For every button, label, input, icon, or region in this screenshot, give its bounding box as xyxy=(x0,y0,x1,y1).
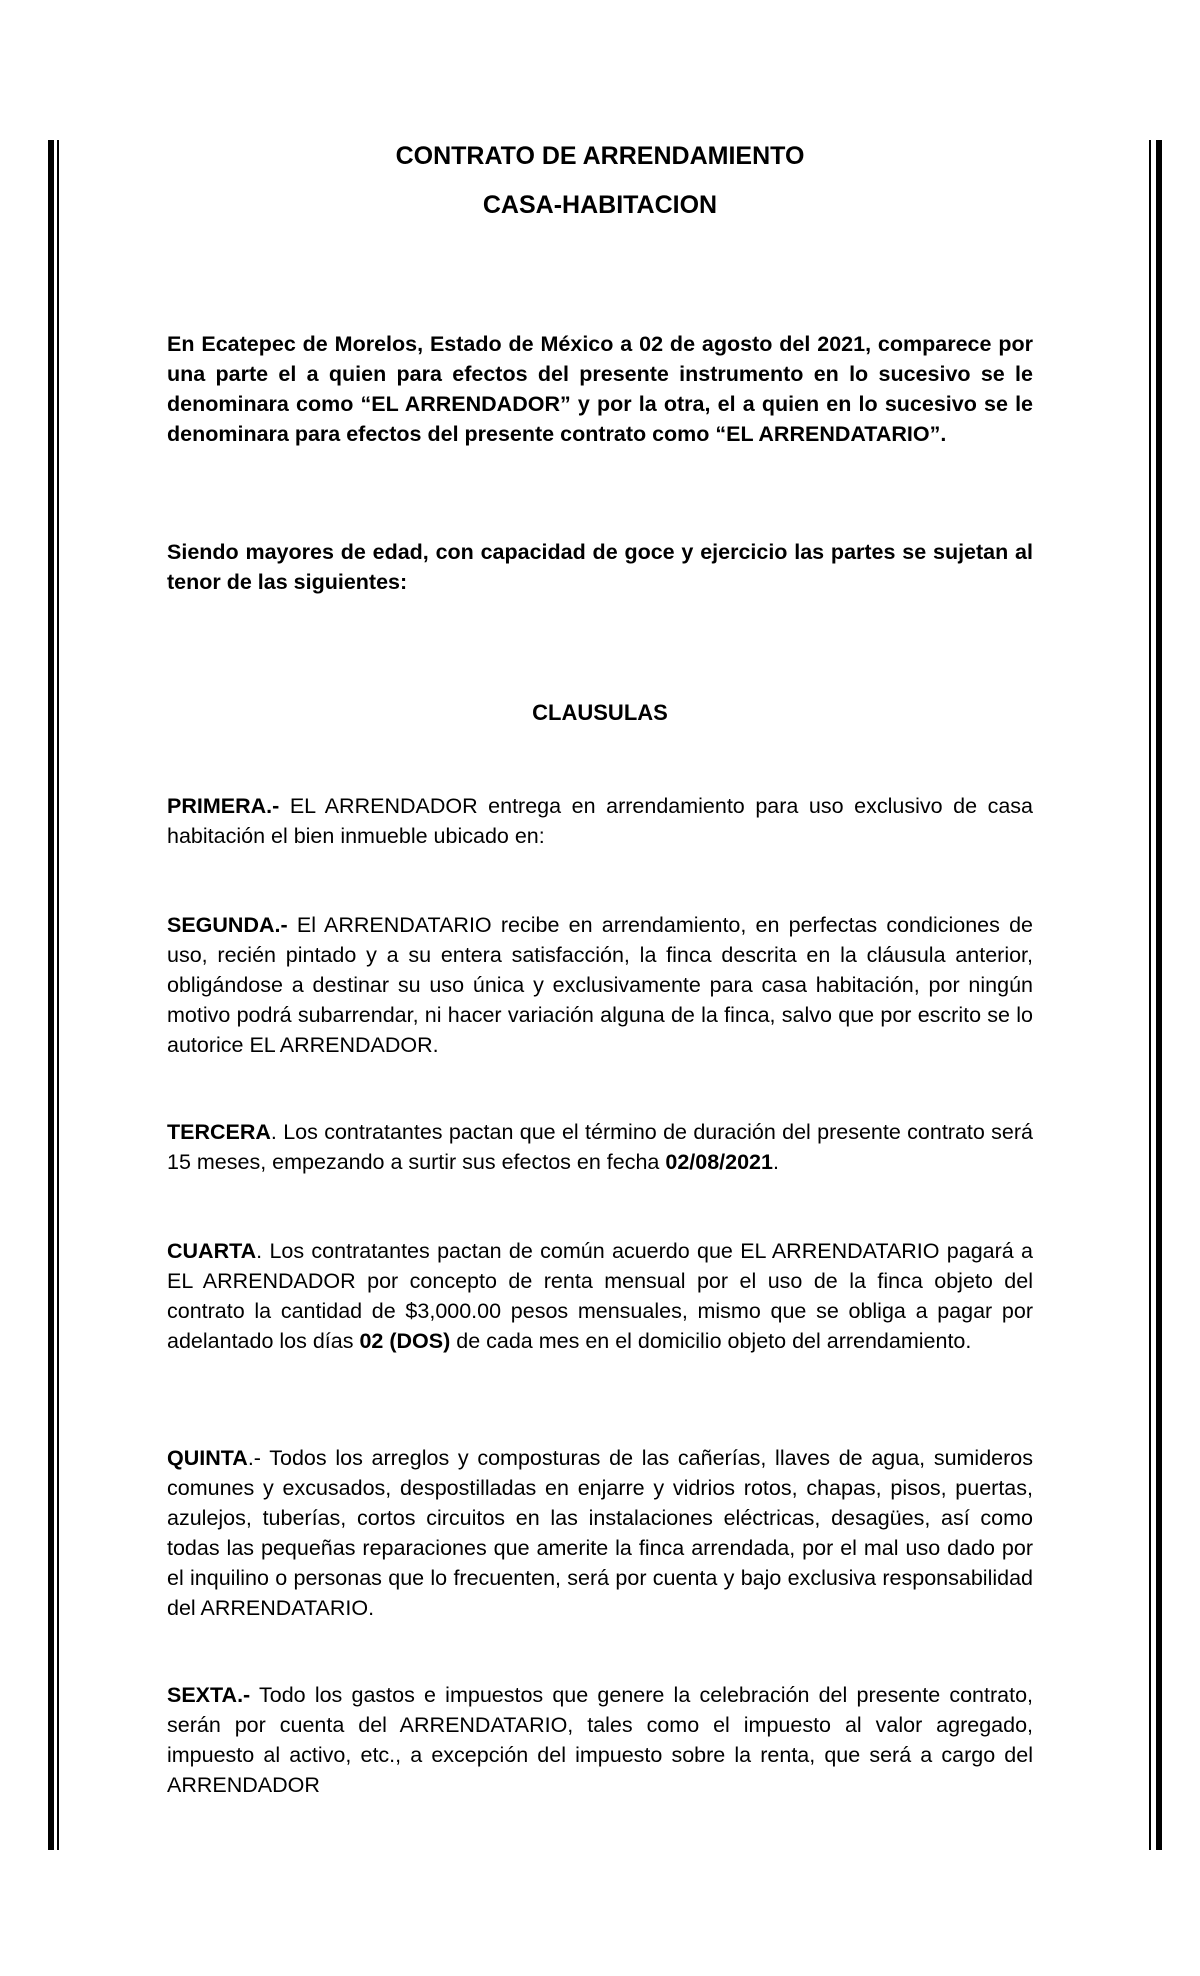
clause-text: EL ARRENDADOR entrega en arrendamiento para uso exclusivo de casa habitación el bien inmueble ubicado en: xyxy=(167,794,1033,848)
clause-date: 02/08/2021 xyxy=(665,1150,773,1174)
left-border-thick-line xyxy=(48,140,54,1850)
left-border-thin-line xyxy=(57,140,59,1850)
clause-text: . Los contratantes pactan que el término de duración del presente contrato será 15 meses, empezando a surtir sus efectos en fecha xyxy=(167,1120,1033,1174)
clause-tercera xyxy=(167,1117,1033,1177)
clause-label: PRIMERA.- xyxy=(167,794,280,818)
intro-paragraph-2: Siendo mayores de edad, con capacidad de goce y ejercicio las partes se sujetan al tenor de las siguientes: xyxy=(167,540,1033,594)
right-border-thick-line xyxy=(1156,140,1162,1850)
clause-segunda xyxy=(167,910,1033,1060)
clause-label: QUINTA xyxy=(167,1446,248,1470)
clause-payment-day: 02 (DOS) xyxy=(359,1329,451,1353)
clause-cuarta xyxy=(167,1236,1033,1356)
clause-label: SEXTA.- xyxy=(167,1683,251,1707)
document-title: CONTRATO DE ARRENDAMIENTO xyxy=(395,142,805,170)
clause-text: . Los contratantes pactan de común acuerdo que EL ARRENDATARIO pagará a EL ARRENDADOR por concepto de renta mensual por el uso de la finca objeto del contrato la cantidad de $3,000.00 pesos mensuales, mismo que se obliga a pagar por adelantado los días xyxy=(167,1239,1033,1353)
clause-quinta xyxy=(167,1443,1033,1623)
clause-text: El ARRENDATARIO recibe en arrendamiento, en perfectas condiciones de uso, recién pintado y a su entera satisfacción, la finca descrita en la cláusula anterior, obligándose a destinar su uso única y exclusivamente para casa habitación, por ningún motivo podrá subarrendar, ni hacer variación alguna de la finca, salvo que por escrito se lo autorice EL ARRENDADOR. xyxy=(167,913,1033,1057)
right-border-thin-line xyxy=(1149,140,1151,1850)
clause-text: .- Todos los arreglos y composturas de las cañerías, llaves de agua, sumideros comunes y excusados, despostilladas en enjarre y vidrios rotos, chapas, pisos, puertas, azulejos, tuberías, cortos circuitos en las instalaciones eléctricas, desagües, así como todas las pequeñas reparaciones que amerite la finca arrendada, por el mal uso dado por el inquilino o personas que lo frecuenten, será por cuenta y bajo exclusiva responsabilidad del ARRENDATARIO. xyxy=(167,1446,1033,1620)
clausulas-heading: CLAUSULAS xyxy=(532,700,668,725)
clause-label: SEGUNDA.- xyxy=(167,913,288,937)
clause-text-end: de cada mes en el domicilio objeto del arrendamiento. xyxy=(450,1329,972,1353)
clause-label: CUARTA xyxy=(167,1239,257,1263)
clause-label: TERCERA xyxy=(167,1120,271,1144)
clause-primera xyxy=(167,791,1033,851)
clause-text-end: . xyxy=(772,1150,779,1174)
intro-paragraph: En Ecatepec de Morelos, Estado de México a 02 de agosto del 2021, comparece por una parte el a quien para efectos del presente instrumento en lo sucesivo se le denominara como “EL ARRENDADOR” y por la otra, el a quien en lo sucesivo se le denominara para efectos del presente contrato como “EL ARRENDATARIO”. xyxy=(167,332,1033,446)
clause-sexta xyxy=(167,1680,1033,1800)
document-subtitle: CASA-HABITACION xyxy=(482,191,718,219)
clause-text: Todo los gastos e impuestos que genere la celebración del presente contrato, serán por cuenta del ARRENDATARIO, tales como el impuesto al valor agregado, impuesto al activo, etc., a excepción del impuesto sobre la renta, que será a cargo del ARRENDADOR xyxy=(167,1683,1033,1797)
